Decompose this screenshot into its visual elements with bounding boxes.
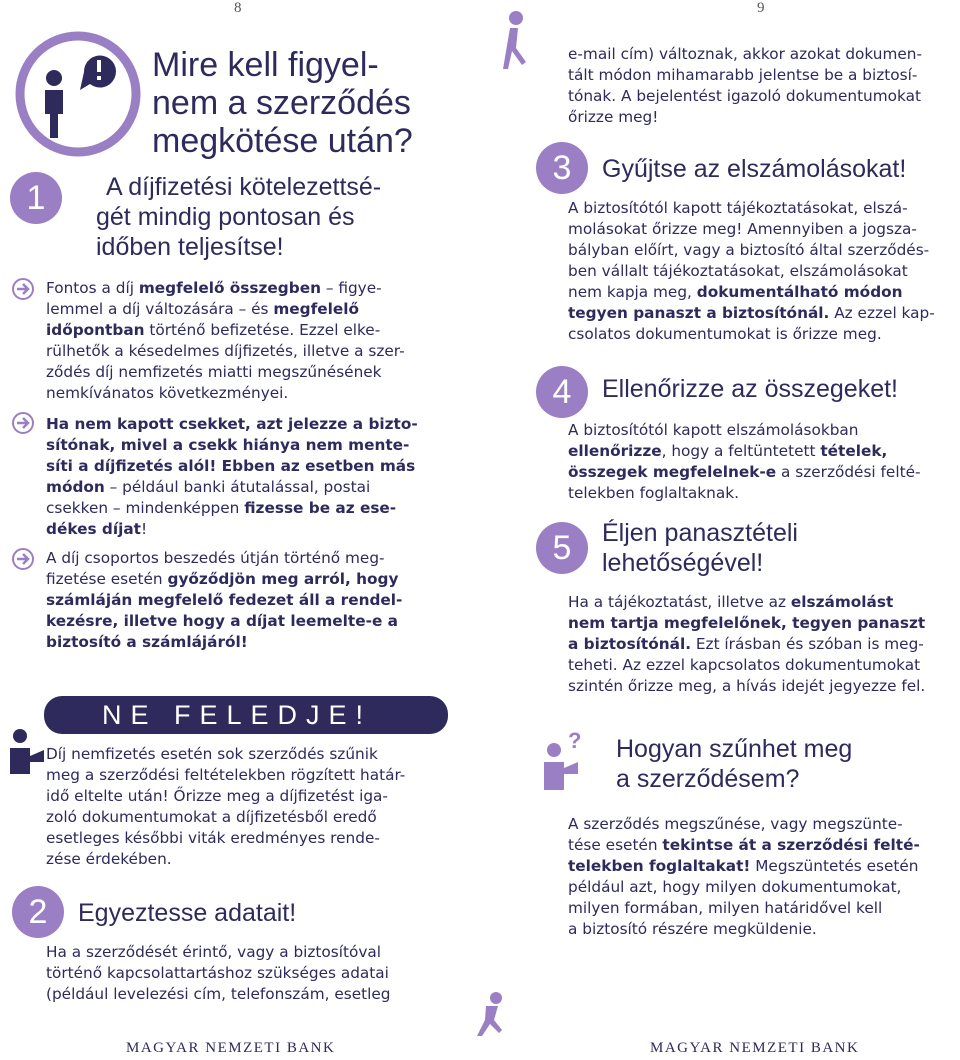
- svg-text:?: ?: [568, 728, 582, 753]
- right-page-number: 9: [757, 0, 765, 16]
- running-person-icon: [498, 10, 534, 94]
- right-footer: MAGYAR NEMZETI BANK: [650, 1040, 860, 1056]
- section-number-1: 1: [10, 172, 62, 224]
- section-1-heading: A díjfizetési kötelezettsé- gét mindig pontosan és időben teljesítse!: [96, 173, 382, 261]
- ne-feledje-text: Díj nemfizetés esetén sok szerződés szűnik meg a szerződési feltételekben rögzített határ- idő eltelte után! Őrizze meg a díjfizetést iga- zoló dokumentumokat a díjfizetésből eredő esetleges későbbi viták eredményes rende- zése érdekében.: [46, 745, 406, 868]
- person-question-icon: [538, 728, 604, 798]
- arrow-right-icon: [12, 278, 34, 300]
- section-1-bullet-3: A díj csoportos beszedés útján történő meg- fizetése esetén győződjön meg arról, hogy számláján megfelelő fedezet áll a rendel- kezésre, illetve hogy a díjat leemelte-e a biztosító a számlájáról!: [46, 549, 403, 651]
- section-4-heading: Ellenőrizze az összegeket!: [602, 375, 898, 403]
- section-2-text: Ha a szerződését érintő, vagy a biztosítóval történő kapcsolattartáshoz szükséges adatai (például levelezési cím, telefonszám, esetleg: [46, 943, 391, 1003]
- section-number-5: 5: [536, 522, 588, 574]
- section-3-heading: Gyűjtse az elszámolásokat!: [602, 155, 907, 183]
- section-6-text: A szerződés megszűnése, vagy megszünte- tése esetén tekintse át a szerződési felté- telekben foglaltakat! Megszüntetés esetén például azt, hogy milyen dokumentumokat, milyen formában, milyen határidővel kell a biztosító részére megküldenie.: [568, 815, 920, 938]
- section-number-2: 2: [12, 886, 64, 938]
- section-2-continued: e-mail cím) változnak, akkor azokat dokumen- tált módon mihamarabb jelentse be a biztosí- tónak. A bejelentést igazoló dokumentumokat őrizze meg!: [568, 45, 922, 126]
- left-page-number: 8: [234, 0, 242, 16]
- section-6-heading: Hogyan szűnhet meg a szerződésem?: [616, 735, 853, 793]
- section-2-heading: Egyeztesse adatait!: [78, 899, 297, 927]
- section-number-4: 4: [536, 366, 588, 418]
- ne-feledje-banner: NE FELEDJE!: [44, 696, 448, 734]
- left-footer: MAGYAR NEMZETI BANK: [126, 1040, 336, 1056]
- section-4-text: A biztosítótól kapott elszámolásokban ellenőrizze, hogy a feltüntetett tételek, összegek megfelelnek-e a szerződési felté- telekben foglaltaknak.: [568, 421, 921, 502]
- person-alert-icon: [14, 30, 142, 164]
- section-1-bullet-1: Fontos a díj megfelelő összegben – figye- lemmel a díj változására – és megfelelő időpontban történő befizetése. Ezzel elke- rülhetők a késedelmes díjfizetés, illetve a szer- ződés díj nemfizetés miatti megszűnésének nemkívánatos következményei.: [46, 279, 405, 402]
- arrow-right-icon: [12, 412, 34, 434]
- section-1-bullet-2: Ha nem kapott csekket, azt jelezze a bizto- sítónak, mivel a csekk hiánya nem mente- síti a díjfizetés alól! Ebben az esetben más módon – például banki átutalással, postai csekken – mindenképpen fizesse be az ese- dékes díjat!: [46, 415, 418, 538]
- arrow-right-icon: [12, 548, 34, 570]
- section-3-text: A biztosítótól kapott tájékoztatásokat, elszá- molásokat őrizze meg! Amennyiben a jogsza- bályban előírt, vagy a biztosító által szerződés- ben vállalt tájékoztatásokat, elszámolásokat nem kapja meg, dokumentálható módon tegyen panaszt a biztosítónál. Az ezzel kap- csolatos dokumentumokat is őrizze meg.: [568, 199, 935, 343]
- running-person-icon: [470, 990, 510, 1044]
- section-5-heading: Éljen panasztételi lehetőségével!: [602, 519, 798, 577]
- section-number-3: 3: [536, 142, 588, 194]
- section-5-text: Ha a tájékoztatást, illetve az elszámolást nem tartja megfelelőnek, tegyen panaszt a biztosítónál. Ezt írásban és szóban is meg- teheti. Az ezzel kapcsolatos dokumentumokat szintén őrizze meg, a hívás idejét jegyezze fel.: [568, 593, 926, 695]
- page-title: Mire kell figyel- nem a szerződés megkötése után?: [152, 46, 413, 160]
